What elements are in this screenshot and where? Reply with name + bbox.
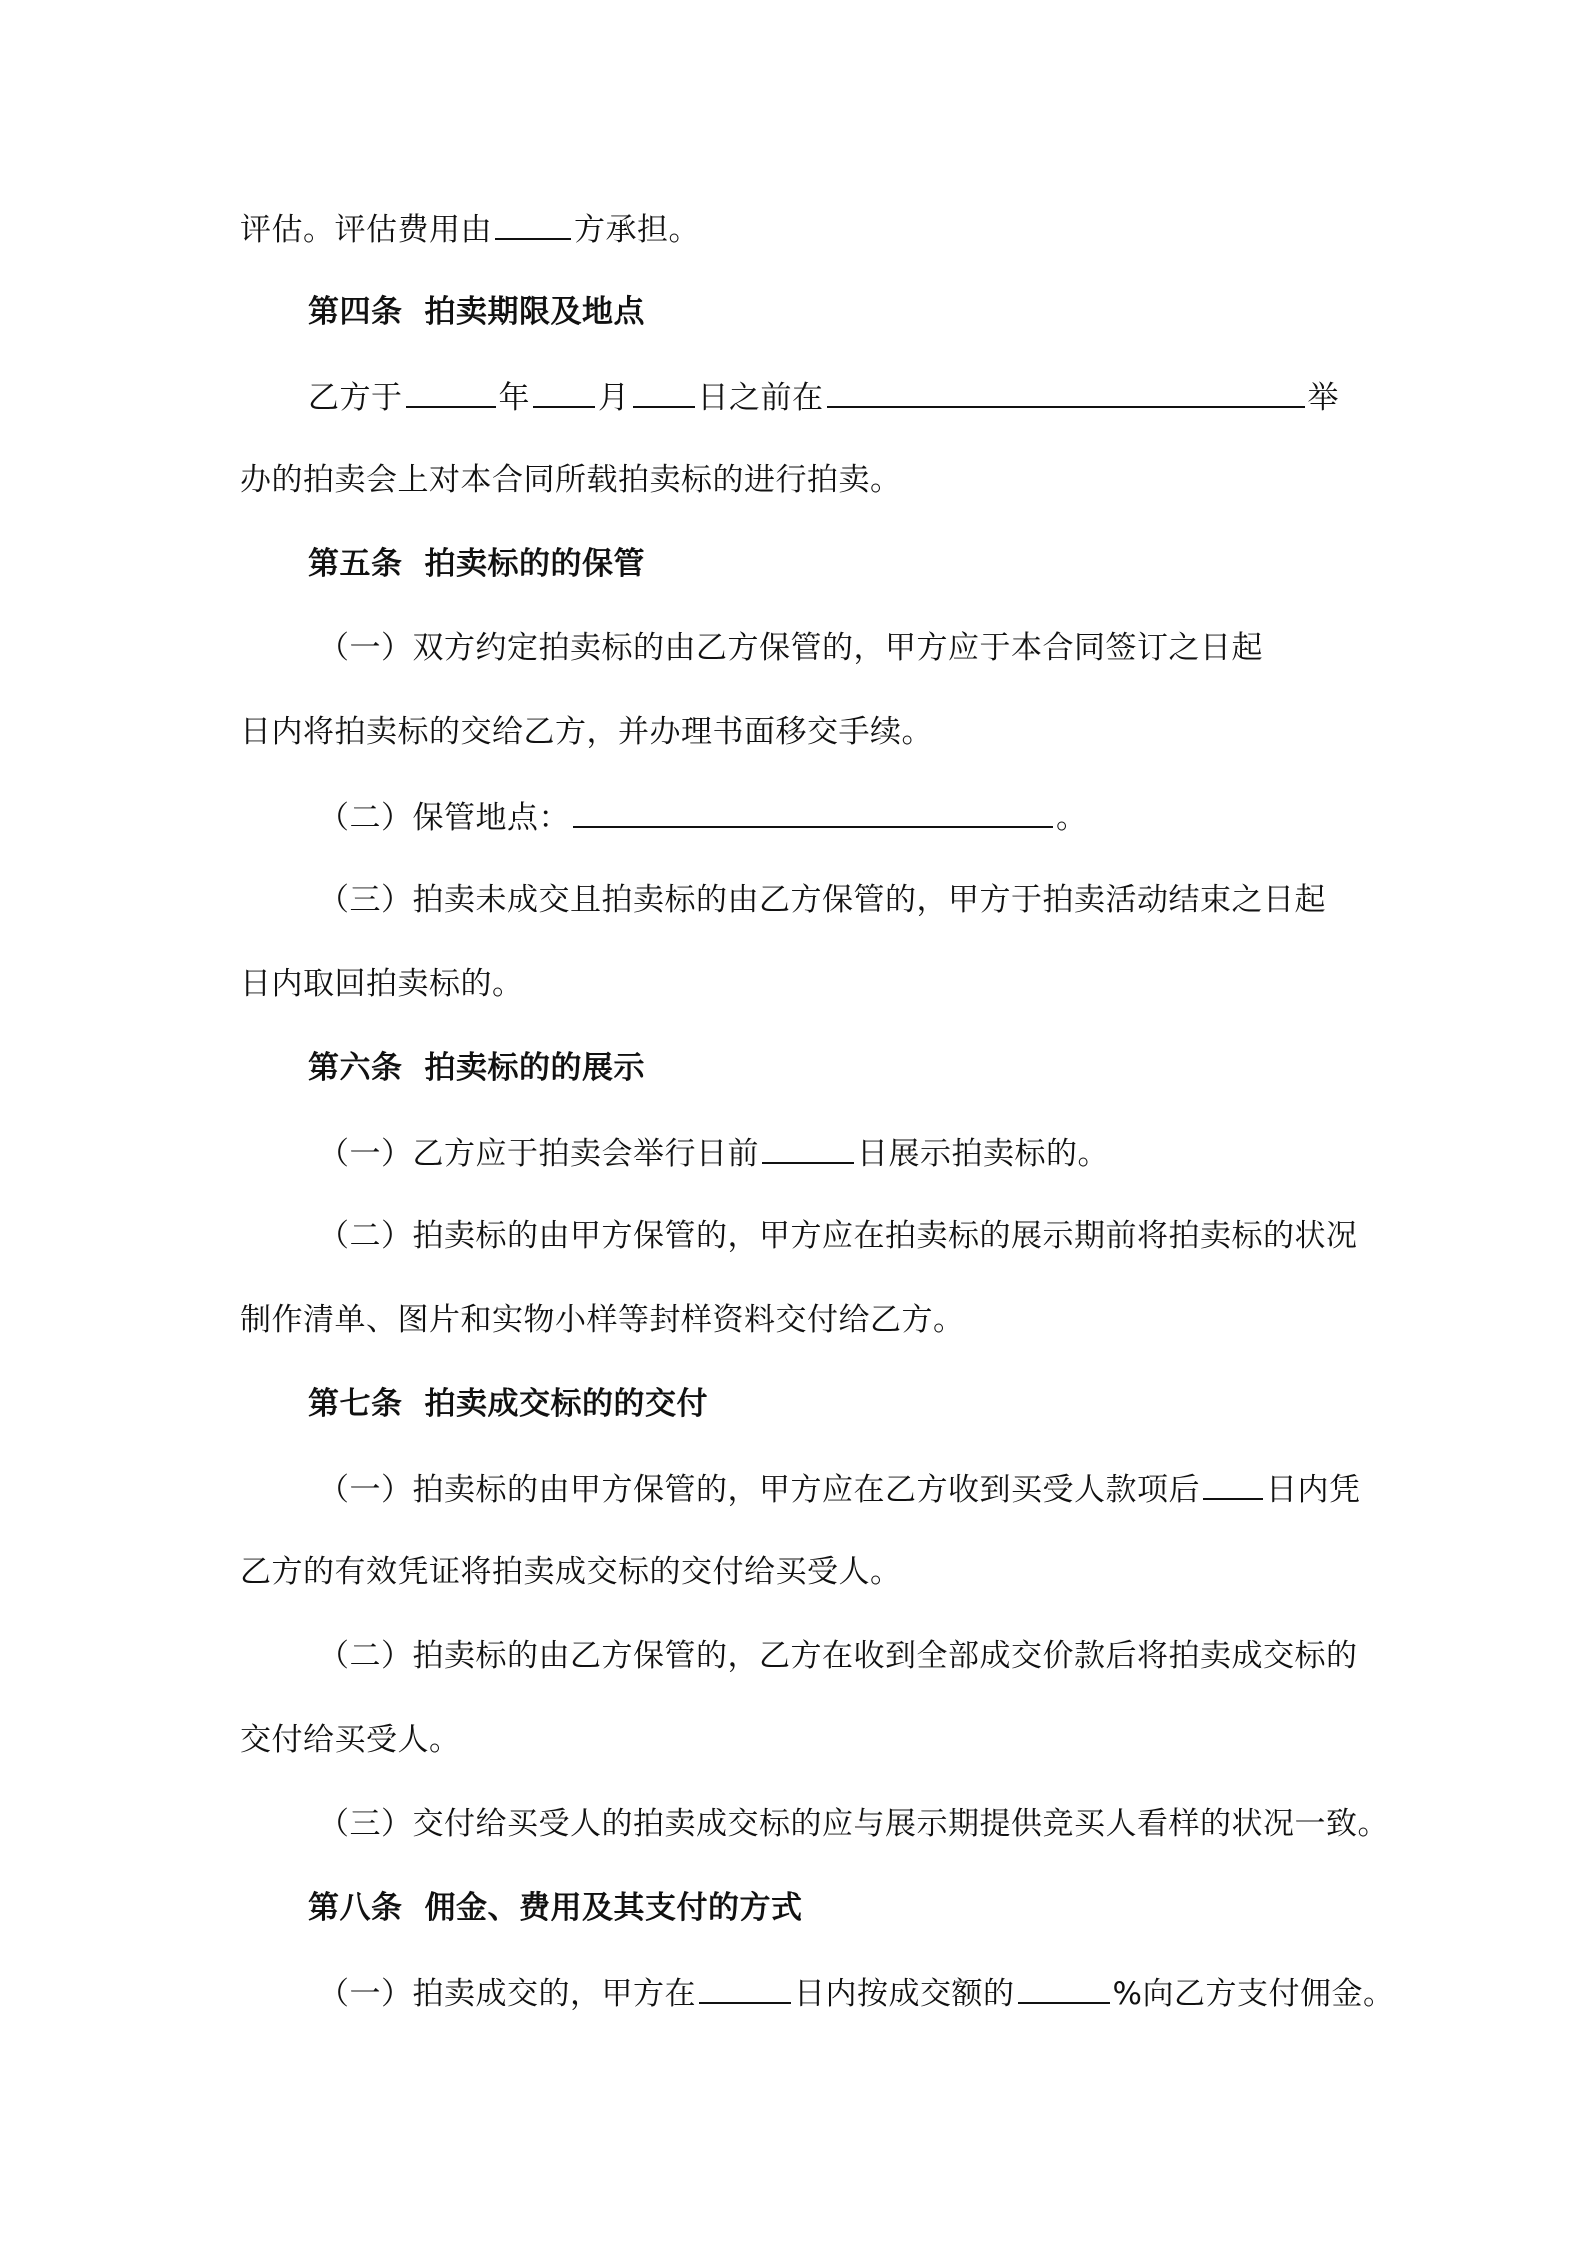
text-line-13	[318, 1216, 1358, 1256]
year-blank	[406, 376, 496, 408]
text-segment: （一）双方约定拍卖标的由乙方保管的，甲方应于本合同签订之日起	[318, 630, 1263, 666]
text-segment: （二）拍卖标的由乙方保管的，乙方在收到全部成交价款后将拍卖成交标的	[318, 1638, 1358, 1674]
text-segment: 日内取回拍卖标的。	[240, 966, 524, 1002]
text-line-6	[318, 628, 1263, 668]
text-segment: 日内凭	[1266, 1472, 1361, 1508]
article-number: 第六条	[308, 1050, 403, 1086]
section-heading-article-4	[308, 292, 645, 332]
text-segment: 方承担。	[574, 212, 700, 248]
days-blank	[1203, 1468, 1263, 1500]
text-line-16	[318, 1468, 1361, 1510]
article-number: 第四条	[308, 294, 403, 330]
text-line-1	[240, 208, 700, 250]
article-title: 拍卖标的的展示	[424, 1050, 645, 1086]
text-segment: 评估。评估费用由	[240, 212, 492, 248]
text-line-3	[308, 376, 1339, 418]
article-number: 第八条	[308, 1890, 403, 1926]
text-segment: 。	[1056, 800, 1088, 836]
text-line-7	[240, 712, 933, 752]
article-title: 拍卖标的的保管	[424, 546, 645, 582]
article-title: 拍卖期限及地点	[424, 294, 645, 330]
text-segment: （三）拍卖未成交且拍卖标的由乙方保管的，甲方于拍卖活动结束之日起	[318, 882, 1326, 918]
month-blank	[533, 376, 595, 408]
text-segment: 日展示拍卖标的。	[857, 1136, 1109, 1172]
text-segment: 举	[1307, 380, 1339, 416]
text-segment: （三）交付给买受人的拍卖成交标的应与展示期提供竞买人看样的状况一致。	[318, 1806, 1389, 1842]
text-segment: 日之前在	[697, 380, 824, 416]
text-line-10	[240, 964, 524, 1004]
days-blank	[762, 1132, 854, 1164]
storage-location-blank	[573, 796, 1053, 828]
text-segment: %向乙方支付佣金。	[1112, 1976, 1395, 2012]
text-line-17	[240, 1552, 902, 1592]
text-segment: 办的拍卖会上对本合同所载拍卖标的进行拍卖。	[240, 462, 902, 498]
percent-blank	[1018, 1972, 1110, 2004]
text-segment: （二）保管地点：	[318, 800, 570, 836]
text-line-8	[318, 796, 1088, 838]
text-segment: 日内将拍卖标的交给乙方，并办理书面移交手续。	[240, 714, 933, 750]
text-line-22	[318, 1972, 1394, 2014]
text-segment: 交付给买受人。	[240, 1722, 461, 1758]
article-number: 第七条	[308, 1386, 403, 1422]
fill-in-blank	[495, 208, 571, 240]
text-line-9	[318, 880, 1326, 920]
section-heading-article-7	[308, 1384, 708, 1424]
day-blank	[633, 376, 695, 408]
article-number: 第五条	[308, 546, 403, 582]
text-segment: （二）拍卖标的由甲方保管的，甲方应在拍卖标的展示期前将拍卖标的状况	[318, 1218, 1358, 1254]
section-heading-article-8	[308, 1888, 803, 1928]
text-line-4	[240, 460, 902, 500]
text-segment: 日内按成交额的	[794, 1976, 1015, 2012]
text-line-14	[240, 1300, 965, 1340]
text-segment: 制作清单、图片和实物小样等封样资料交付给乙方。	[240, 1302, 965, 1338]
text-segment: （一）拍卖成交的，甲方在	[318, 1976, 696, 2012]
text-line-18	[318, 1636, 1358, 1676]
text-line-19	[240, 1720, 461, 1760]
text-segment: 乙方于	[308, 380, 403, 416]
text-segment: （一）乙方应于拍卖会举行日前	[318, 1136, 759, 1172]
article-title: 拍卖成交标的的交付	[424, 1386, 708, 1422]
text-segment: 月	[598, 380, 630, 416]
text-segment: （一）拍卖标的由甲方保管的，甲方应在乙方收到买受人款项后	[318, 1472, 1200, 1508]
text-line-20	[318, 1804, 1389, 1844]
text-line-12	[318, 1132, 1109, 1174]
location-blank	[827, 376, 1305, 408]
article-title: 佣金、费用及其支付的方式	[424, 1890, 803, 1926]
section-heading-article-5	[308, 544, 645, 584]
days-blank	[699, 1972, 791, 2004]
text-segment: 乙方的有效凭证将拍卖成交标的交付给买受人。	[240, 1554, 902, 1590]
text-segment: 年	[498, 380, 530, 416]
section-heading-article-6	[308, 1048, 645, 1088]
